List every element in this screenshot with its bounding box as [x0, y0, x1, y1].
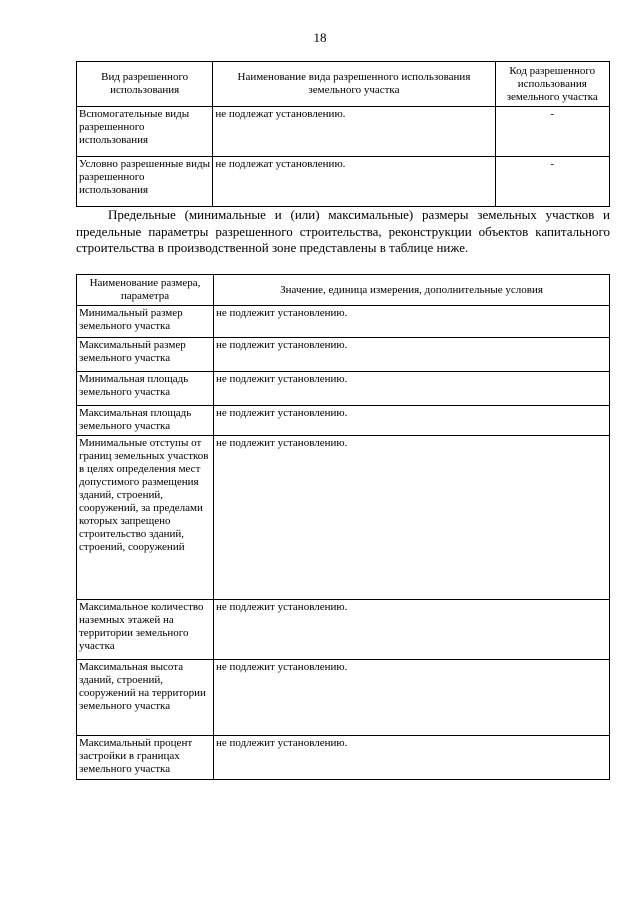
value-cell: не подлежит установлению.: [214, 406, 610, 436]
value-cell: не подлежит установлению.: [214, 436, 610, 600]
table-row: [77, 436, 610, 600]
use-code-cell: -: [495, 157, 609, 207]
column-header-use-type: Вид разрешенного использования: [77, 62, 213, 107]
table-row: [77, 107, 610, 157]
column-header-use-code: Код разрешенного использования земельного участка: [495, 62, 609, 107]
table-row: [77, 306, 610, 338]
parameter-cell: Максимальный размер земельного участка: [77, 338, 214, 372]
parameter-cell: Минимальные отступы от границ земельных участков в целях определения мест допустимого размещения зданий, строений, сооружений, за пределами которых запрещено строительство зданий, строений, сооружений: [77, 436, 214, 600]
value-cell: не подлежит установлению.: [214, 736, 610, 780]
use-name-cell: не подлежат установлению.: [213, 157, 495, 207]
value-cell: не подлежит установлению.: [214, 372, 610, 406]
table-row: [77, 600, 610, 660]
body-paragraph: Предельные (минимальные и (или) максимальные) размеры земельных участков и предельные параметры разрешенного строительства, реконструкции объектов капитального строительства в производственной зоне представлены в таблице ниже.: [76, 207, 610, 255]
use-type-cell: Вспомогательные виды разрешенного использования: [77, 107, 213, 157]
column-header-parameter: Наименование размера, параметра: [77, 275, 214, 306]
table-header-row: [77, 62, 610, 107]
page-number: 18: [313, 30, 327, 45]
table-header-row: [77, 275, 610, 306]
table-row: [77, 736, 610, 780]
value-cell: не подлежит установлению.: [214, 600, 610, 660]
table-row: [77, 338, 610, 372]
column-header-value: Значение, единица измерения, дополнительные условия: [214, 275, 610, 306]
parameter-cell: Максимальная высота зданий, строений, сооружений на территории земельного участка: [77, 660, 214, 736]
value-cell: не подлежит установлению.: [214, 338, 610, 372]
permitted-use-table: [76, 61, 610, 207]
limit-parameters-table: [76, 274, 610, 780]
use-type-cell: Условно разрешенные виды разрешенного использования: [77, 157, 213, 207]
parameter-cell: Минимальный размер земельного участка: [77, 306, 214, 338]
parameter-cell: Максимальная площадь земельного участка: [77, 406, 214, 436]
value-cell: не подлежит установлению.: [214, 306, 610, 338]
parameter-cell: Максимальное количество наземных этажей на территории земельного участка: [77, 600, 214, 660]
parameter-cell: Минимальная площадь земельного участка: [77, 372, 214, 406]
table-row: [77, 157, 610, 207]
value-cell: не подлежит установлению.: [214, 660, 610, 736]
table-row: [77, 372, 610, 406]
parameter-cell: Максимальный процент застройки в границах земельного участка: [77, 736, 214, 780]
use-name-cell: не подлежат установлению.: [213, 107, 495, 157]
table-row: [77, 660, 610, 736]
use-code-cell: -: [495, 107, 609, 157]
column-header-use-name: Наименование вида разрешенного использования земельного участка: [213, 62, 495, 107]
table-row: [77, 406, 610, 436]
